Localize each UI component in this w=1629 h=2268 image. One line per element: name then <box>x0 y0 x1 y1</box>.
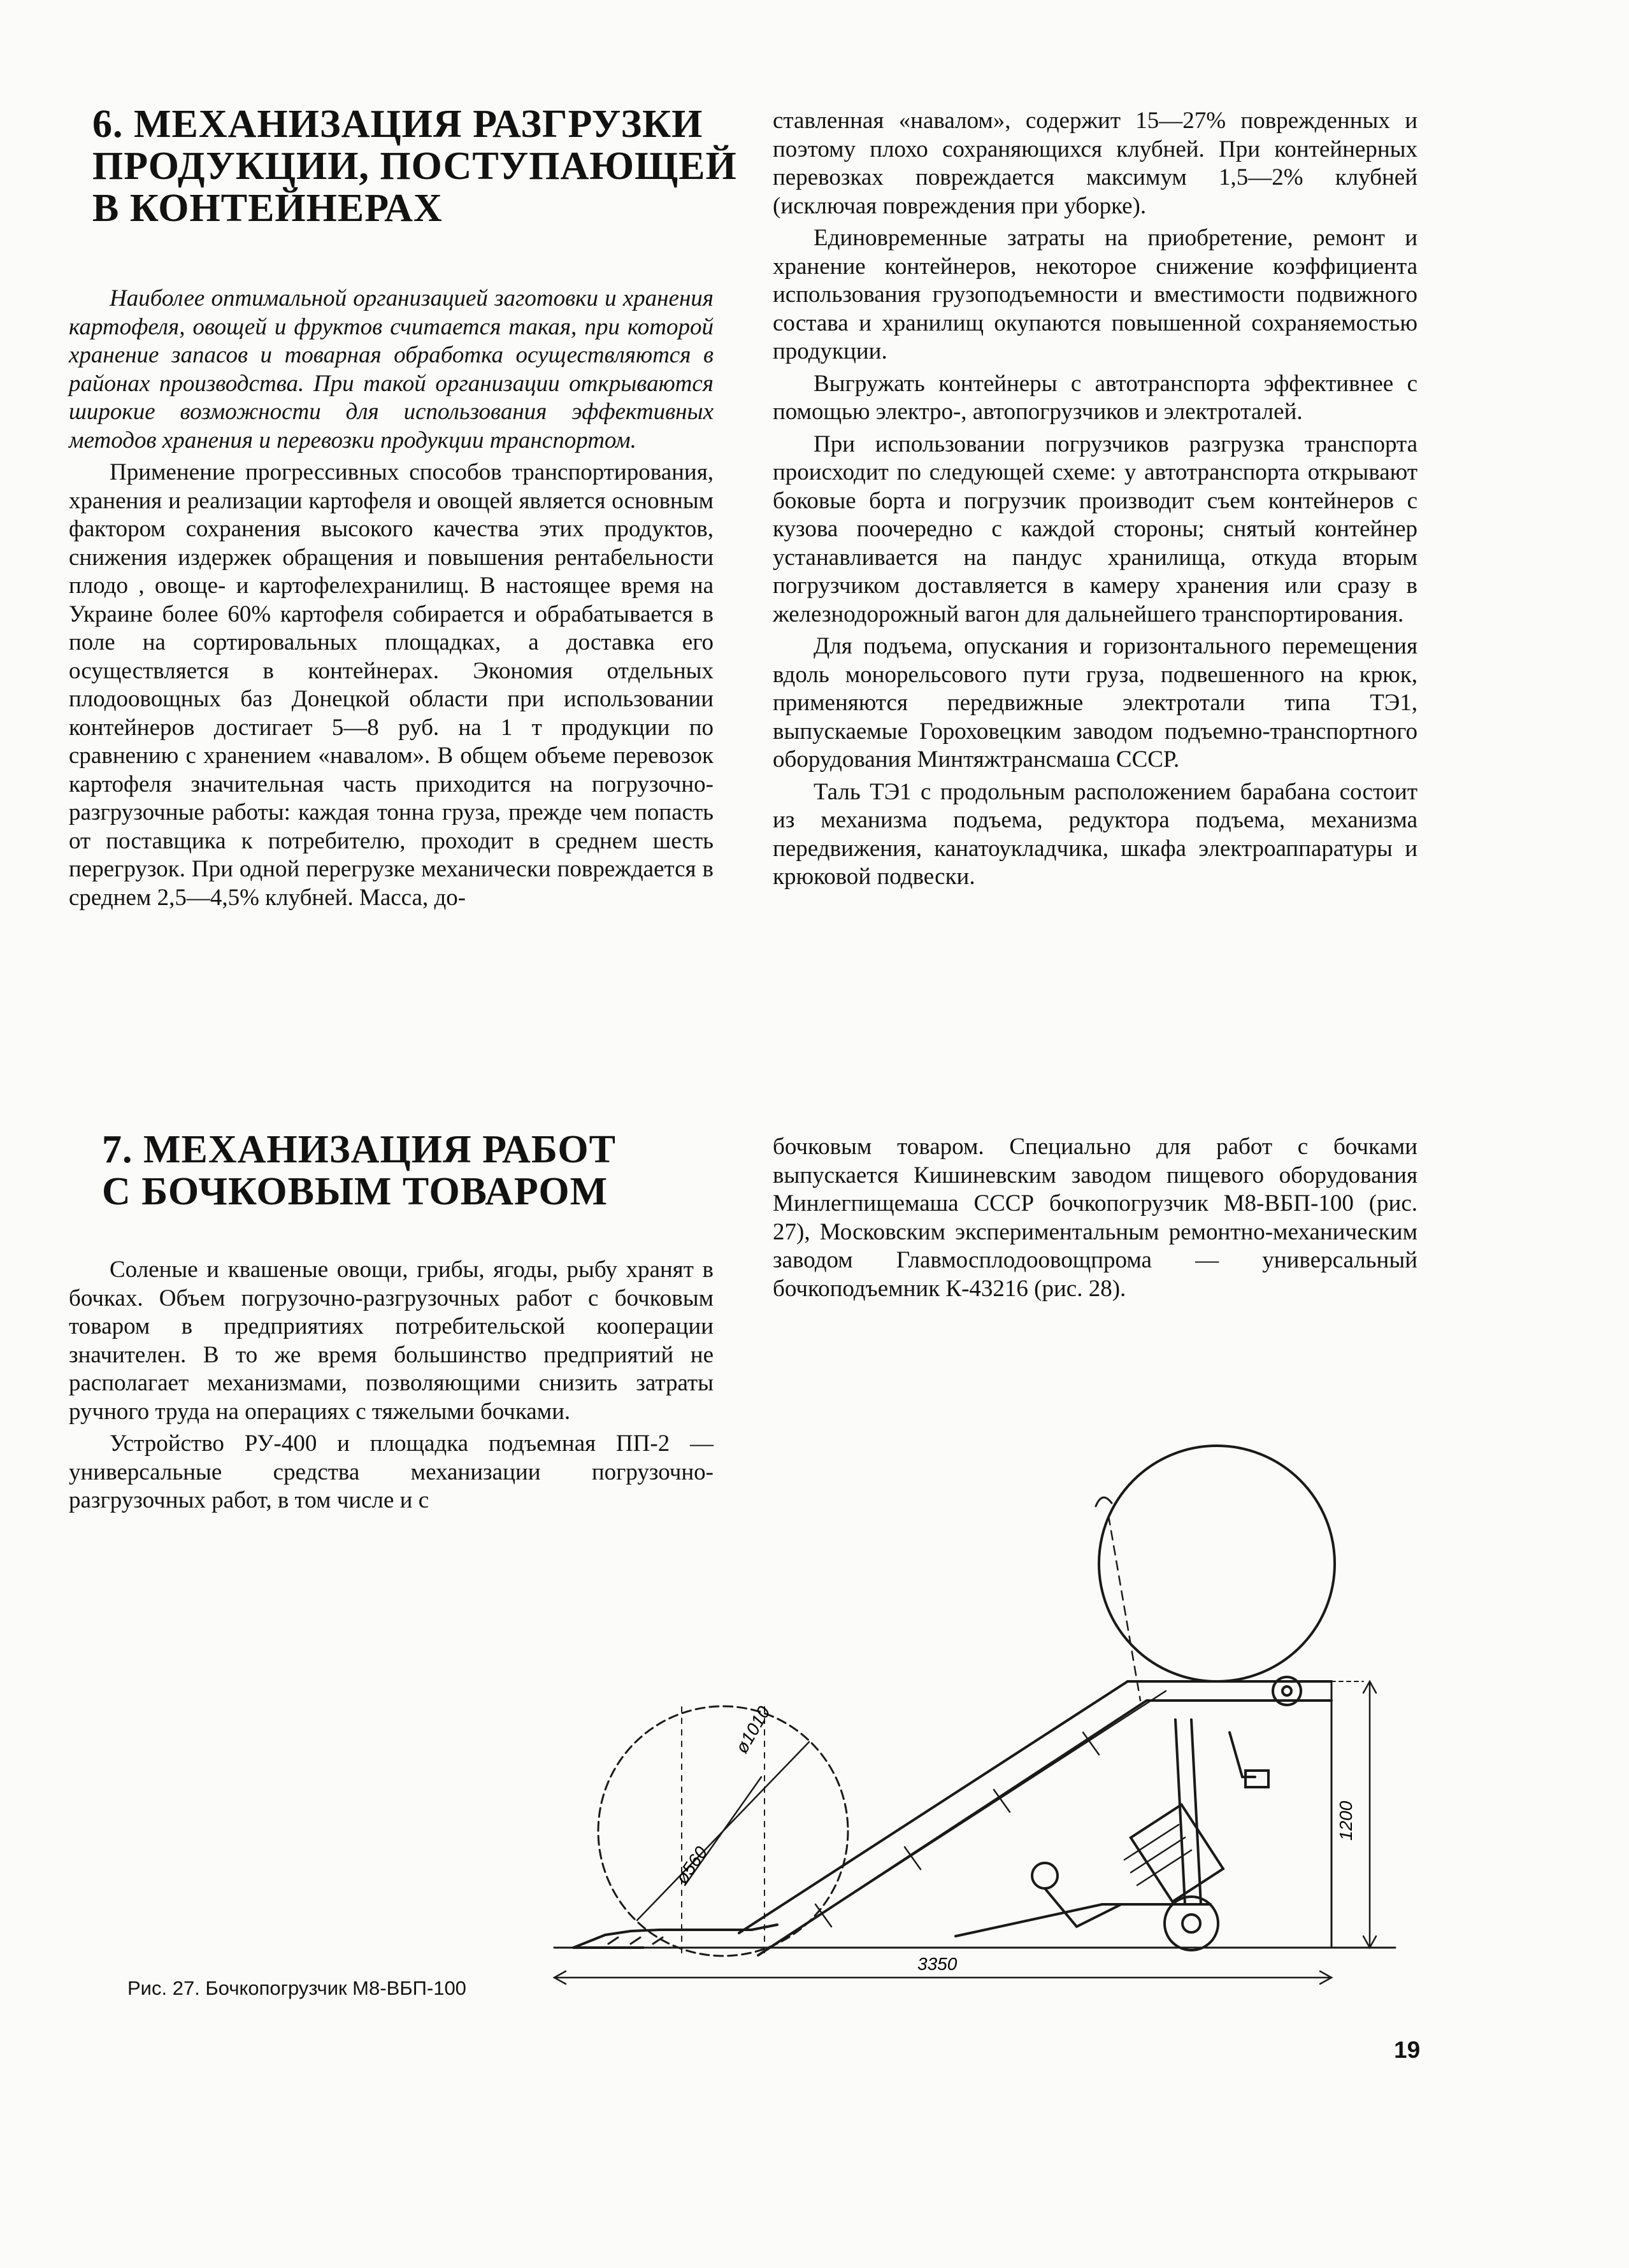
conveyor-top-rail <box>739 1681 1331 1933</box>
section-6-paragraph-7: Таль ТЭ1 с продольным расположением барабана состоит из механизма подъема, редуктора подъема, механизма передвижения, канатоукладчика, шкафа электроаппаратуры и крюковой подвески. <box>773 778 1417 890</box>
base-frame <box>956 1904 1210 1936</box>
length-dimension-label: 3350 <box>917 1954 958 1974</box>
figure-caption: Рис. 27. Бочкопогрузчик М8-ВБП-100 <box>127 1977 466 1999</box>
section-7-title <box>102 1129 616 1213</box>
section-7-paragraph-2: Устройство РУ-400 и площадка подъемная ПП-2 — универсальные средства механизации погрузочно-разгрузочных работ, в том числе и с <box>69 1430 714 1513</box>
section-7-right-column <box>773 1133 1417 1303</box>
support-strut-2 <box>1191 1720 1201 1904</box>
drive-pulley <box>1032 1863 1058 1888</box>
section-6-paragraph-3: Единовременные затраты на приобретение, ремонт и хранение контейнеров, некоторое снижение коэффициента использования грузоподъемности и вместимости подвижного состава и хранилищ окупаются повышенной сохраняемостью продукции. <box>773 225 1417 364</box>
section-6-title-line-2: ПРОДУКЦИИ, ПОСТУПАЮЩЕЙ <box>92 145 737 188</box>
support-strut-1 <box>1175 1720 1185 1904</box>
top-pulley-axle <box>1282 1687 1291 1695</box>
hydraulic-box <box>1245 1771 1268 1787</box>
diameter-small-label: ø560 <box>671 1843 712 1888</box>
main-wheel-hub <box>1182 1915 1200 1932</box>
section-6-intro: Наиболее оптимальной организацией заготовки и хранения картофеля, овощей и фруктов считается такая, при которой хранение запасов и товарная обработка осуществляются в районах производства. При такой организации открываются широкие возможности для использования эффективных методов хранения и перевозки продукции транспортом. <box>69 285 714 453</box>
section-6-title-line-3: В КОНТЕЙНЕРАХ <box>92 187 443 230</box>
page-number: 19 <box>1394 2037 1421 2063</box>
section-6-title-line-1: 6. МЕХАНИЗАЦИЯ РАЗГРУЗКИ <box>92 103 703 146</box>
section-6-right-column <box>773 107 1417 892</box>
section-7-paragraph-1: Соленые и квашеные овощи, грибы, ягоды, рыбу хранят в бочках. Объем погрузочно-разгрузочных работ с бочковым товаром в предприятиях потребительской кооперации значителен. В то же время большинство предприятий не располагает механизмами, позволяющими снизить затраты ручного труда на операциях с тяжелыми бочками. <box>69 1257 714 1425</box>
upper-barrel <box>1099 1446 1335 1681</box>
ramp-rivets <box>608 1937 663 1944</box>
motor-body <box>1131 1805 1223 1902</box>
barrel-loader-drawing <box>548 1401 1402 2038</box>
section-6-paragraph-5: При использовании погрузчиков разгрузка транспорта происходит по следующей схеме: у автотранспорта открывают боковые борта и погрузчик производит съем контейнеров с кузова поочередно с каждой стороны; снятый контейнер устанавливается на пандус хранилища, откуда вторым погрузчиком доставляется в камеру хранения или сразу в железнодорожный вагон для дальнейшего транспортирования. <box>773 431 1417 627</box>
height-dimension-label: 1200 <box>1336 1801 1356 1841</box>
hook-icon <box>1096 1497 1112 1506</box>
section-7-paragraph-3: бочковым товаром. Специально для работ с бочками выпускается Кишиневским заводом пищевого оборудования Минлегпищемаша СССР бочкопогрузчик М8-ВБП-100 (рис. 27), Московским экспериментальным ремонтно-механическим заводом Главмосплодоовощпрома — универсальный бочкоподъемник К-43216 (рис. 28). <box>773 1134 1417 1302</box>
section-6-paragraph-6: Для подъема, опускания и горизонтального перемещения вдоль монорельсового пути груза, подвешенного на крюк, применяются передвижные электротали типа ТЭ1, выпускаемые Гороховецким заводом подъемно-транспортного оборудования Минтяжтрансмаша СССР. <box>773 633 1417 773</box>
section-6-paragraph-1: Применение прогрессивных способов транспортирования, хранения и реализации картофеля и овощей является основным фактором сохранения высокого качества этих продуктов, снижения издержек обращения и повышения рентабельности плодо , овоще- и картофелехранилищ. В настоящее время на Украине более 60% картофеля собирается и обрабатывается в поле на сортировальных площадках, а доставка его осуществляется в контейнерах. Экономия отдельных плодоовощных баз Донецкой области при использовании контейнеров достигает 5—8 руб. на 1 т продукции по сравнению с хранением «навалом». В общем объеме перевозок картофеля значительная часть приходится на погрузочно-разгрузочные работы: каждая тонна груза, прежде чем попасть от поставщика к потребителю, проходит в среднем шесть перегрузок. При одной перегрузке механически повреждается в среднем 2,5—4,5% клубней. Масса, до- <box>69 459 714 911</box>
section-7-title-line-1: 7. МЕХАНИЗАЦИЯ РАБОТ <box>102 1128 616 1171</box>
section-6-title <box>92 103 737 229</box>
section-6-left-column <box>69 285 714 912</box>
upper-barrel-guide <box>1109 1516 1140 1701</box>
section-6-paragraph-4: Выгружать контейнеры с автотранспорта эффективнее с помощью электро-, автопогрузчиков и электроталей. <box>773 370 1417 425</box>
section-6-paragraph-2: ставленная «навалом», содержит 15—27% поврежденных и поэтому плохо сохраняющихся клубней. При контейнерных перевозках повреждается максимум 1,5—2% клубней (исключая повреждения при уборке). <box>773 108 1417 219</box>
section-7-title-line-2: С БОЧКОВЫМ ТОВАРОМ <box>102 1170 608 1213</box>
diameter-large-label: ø1010 <box>731 1702 774 1757</box>
